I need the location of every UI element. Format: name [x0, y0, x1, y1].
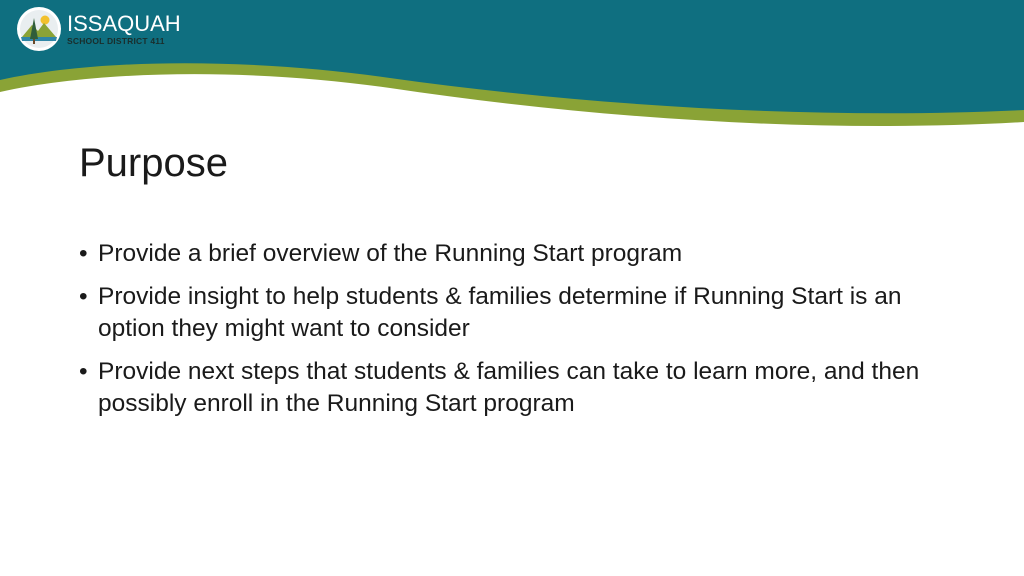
bullet-text: Provide next steps that students & families can take to learn more, and then possibly enroll in the Running Start program — [98, 358, 920, 417]
bullet-dot-icon: • — [79, 283, 88, 310]
bullet-text: Provide a brief overview of the Running Start program — [98, 240, 683, 267]
bullet-item — [79, 281, 959, 345]
logo-subtitle: SCHOOL DISTRICT 411 — [67, 35, 165, 46]
logo-name: ISSAQUAH — [67, 10, 181, 36]
bullet-dot-icon: • — [79, 358, 88, 385]
bullet-dot-icon: • — [79, 240, 88, 267]
slide-title: Purpose — [79, 141, 228, 185]
bullet-item — [79, 238, 959, 270]
logo-text — [67, 10, 181, 46]
district-logo — [16, 6, 181, 52]
bullet-item — [79, 356, 959, 420]
bullet-text: Provide insight to help students & families determine if Running Start is an option they might want to consider — [98, 283, 902, 342]
tree-mountain-icon — [16, 6, 62, 52]
bullet-list — [79, 238, 959, 431]
